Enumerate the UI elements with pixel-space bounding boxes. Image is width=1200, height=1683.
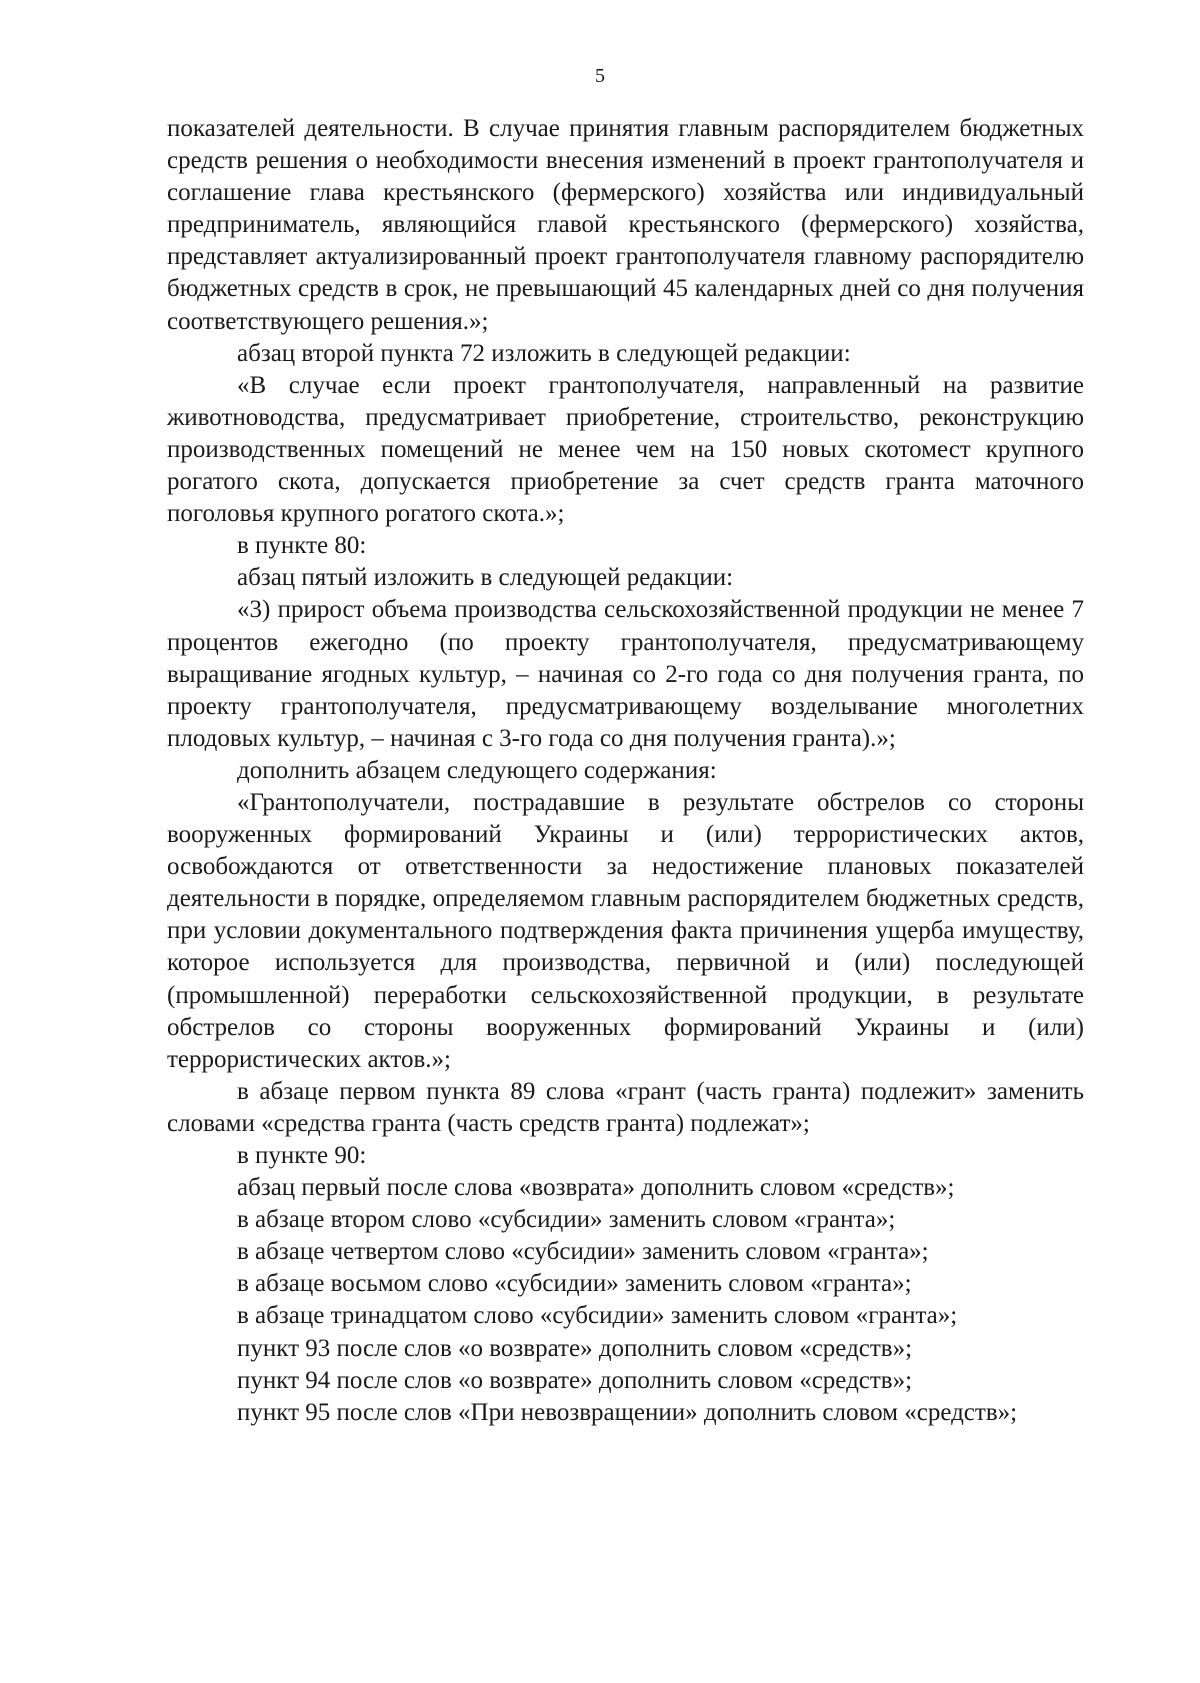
- paragraph-abzac-thirteenth: в абзаце тринадцатом слово «субсидии» заменить словом «гранта»;: [237, 1302, 958, 1330]
- paragraph-point-95: пункт 95 после слов «При невозвращении» дополнить словом «средств»;: [237, 1398, 1018, 1426]
- paragraph-continuation: показателей деятельности. В случае принятия главным распорядителем бюджетных средств решения о необходимости внесения изменений в проект грантополучателя и соглашение глава крестьянского (фермерского) хозяйства или индивидуальный предприниматель, являющийся главой крестьянского (фермерского) хозяйства, представляет актуализированный проект грантополучателя главному распорядителю бюджетных средств в срок, не превышающий 45 календарных дней со дня получения соответствующего решения.»;: [167, 115, 1084, 335]
- paragraph-amend-fifth: абзац пятый изложить в следующей редакции:: [237, 564, 734, 592]
- paragraph-point-80: в пункте 80:: [237, 532, 367, 560]
- paragraph-abzac-eighth: в абзаце восьмом слово «субсидии» заменить словом «гранта»;: [237, 1270, 912, 1298]
- paragraph-abzac-first: абзац первый после слова «возврата» дополнить словом «средств»;: [237, 1174, 955, 1202]
- document-body: [167, 113, 1084, 1429]
- paragraph-amend-point-72: абзац второй пункта 72 изложить в следующей редакции:: [237, 339, 851, 367]
- paragraph-quote-grant-recipients: «Грантополучатели, пострадавшие в результате обстрелов со стороны вооруженных формирований Украины и (или) террористических актов, освобождаются от ответственности за недостижение плановых показателей деятельности в порядке, определяемом главным распорядителем бюджетных средств, при условии документального подтверждения факта причинения ущерба имуществу, которое используется для производства, первичной и (или) последующей (промышленной) переработки сельскохозяйственной продукции, в результате обстрелов со стороны вооруженных формирований Украины и (или) террористических актов.»;: [167, 788, 1084, 1073]
- paragraph-abzac-fourth: в абзаце четвертом слово «субсидии» заменить словом «гранта»;: [237, 1238, 929, 1266]
- paragraph-add-abzac: дополнить абзацем следующего содержания:: [237, 756, 717, 784]
- paragraph-point-93: пункт 93 после слов «о возврате» дополнить словом «средств»;: [237, 1334, 913, 1362]
- paragraph-point-94: пункт 94 после слов «о возврате» дополнить словом «средств»;: [237, 1366, 913, 1394]
- paragraph-quote-livestock: «В случае если проект грантополучателя, направленный на развитие животноводства, предусматривает приобретение, строительство, реконструкцию производственных помещений не менее чем на 150 новых скотомест крупного рогатого скота, допускается приобретение за счет средств гранта маточного поголовья крупного рогатого скота.»;: [167, 371, 1084, 528]
- paragraph-abzac-second: в абзаце втором слово «субсидии» заменить словом «гранта»;: [237, 1206, 896, 1234]
- paragraph-quote-growth: «3) прирост объема производства сельскохозяйственной продукции не менее 7 процентов ежегодно (по проекту грантополучателя, предусматривающему выращивание ягодных культур, – начиная со 2-го года со дня получения гранта, по проекту грантополучателя, предусматривающему возделывание многолетних плодовых культур, – начиная с 3-го года со дня получения гранта).»;: [167, 596, 1084, 752]
- paragraph-point-89: в абзаце первом пункта 89 слова «грант (часть гранта) подлежит» заменить словами «средства гранта (часть средств гранта) подлежат»;: [167, 1077, 1084, 1137]
- page-number: 5: [595, 65, 605, 87]
- paragraph-point-90: в пункте 90:: [237, 1142, 367, 1169]
